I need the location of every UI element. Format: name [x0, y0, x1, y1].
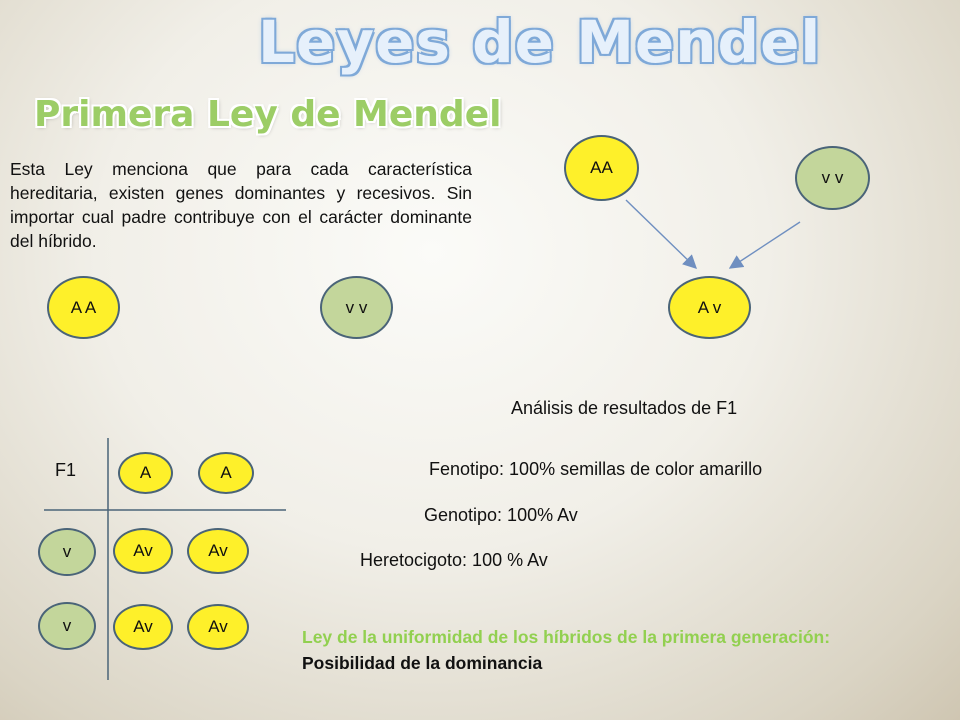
punnett-cell-label: Av — [133, 617, 153, 636]
punnett-cell — [187, 604, 249, 650]
parent-dominant-circle — [47, 276, 120, 339]
result-circle — [668, 276, 751, 339]
punnett-column-label: A — [139, 463, 152, 482]
punnett-cell — [113, 528, 173, 574]
punnett-row-label: v — [62, 542, 72, 561]
heterozygote-text: Heretocigoto: 100 % Av — [360, 550, 548, 570]
result-label: A v — [697, 297, 722, 317]
punnett-cell-label: Av — [208, 617, 228, 636]
cross-parent2-circle — [795, 146, 870, 210]
punnett-cell — [113, 604, 173, 650]
punnett-cell-label: Av — [133, 541, 153, 560]
cross-parent1-circle — [564, 135, 639, 201]
punnett-row-label: v — [62, 616, 72, 635]
parent-recessive-label: v v — [345, 297, 368, 317]
arrow-parent1-to-offspring — [626, 200, 696, 268]
arrow-parent2-to-offspring — [730, 222, 800, 268]
parent-recessive-circle — [320, 276, 393, 339]
punnett-cell-label: Av — [208, 541, 228, 560]
phenotype-text: Fenotipo: 100% semillas de color amarillo — [429, 459, 763, 479]
cross-parent2-label: v v — [821, 168, 844, 187]
parent-dominant-label: A A — [70, 297, 97, 317]
genotype-text: Genotipo: 100% Av — [424, 505, 578, 525]
punnett-column-header — [198, 452, 254, 494]
analysis-heading: Análisis de resultados de F1 — [511, 398, 738, 418]
cross-parent1-label: AA — [590, 158, 613, 177]
law-subtitle: Posibilidad de la dominancia — [302, 653, 543, 673]
intro-paragraph: Esta Ley menciona que para cada característica hereditaria, existen genes dominantes y recesivos. Sin importar cual padre contribuye con el carácter dominante del híbrido. — [10, 159, 472, 251]
punnett-label: F1 — [55, 460, 77, 480]
punnett-row-header — [38, 528, 96, 576]
punnett-cell — [187, 528, 249, 574]
punnett-row-header — [38, 602, 96, 650]
page-title: Leyes de Mendel — [258, 8, 822, 76]
section-title: Primera Ley de Mendel — [34, 94, 502, 135]
law-statement — [302, 624, 830, 676]
punnett-column-label: A — [220, 463, 232, 482]
law-name: Ley de la uniformidad de los híbridos de la primera generación: — [302, 627, 831, 647]
punnett-column-header — [118, 452, 173, 494]
